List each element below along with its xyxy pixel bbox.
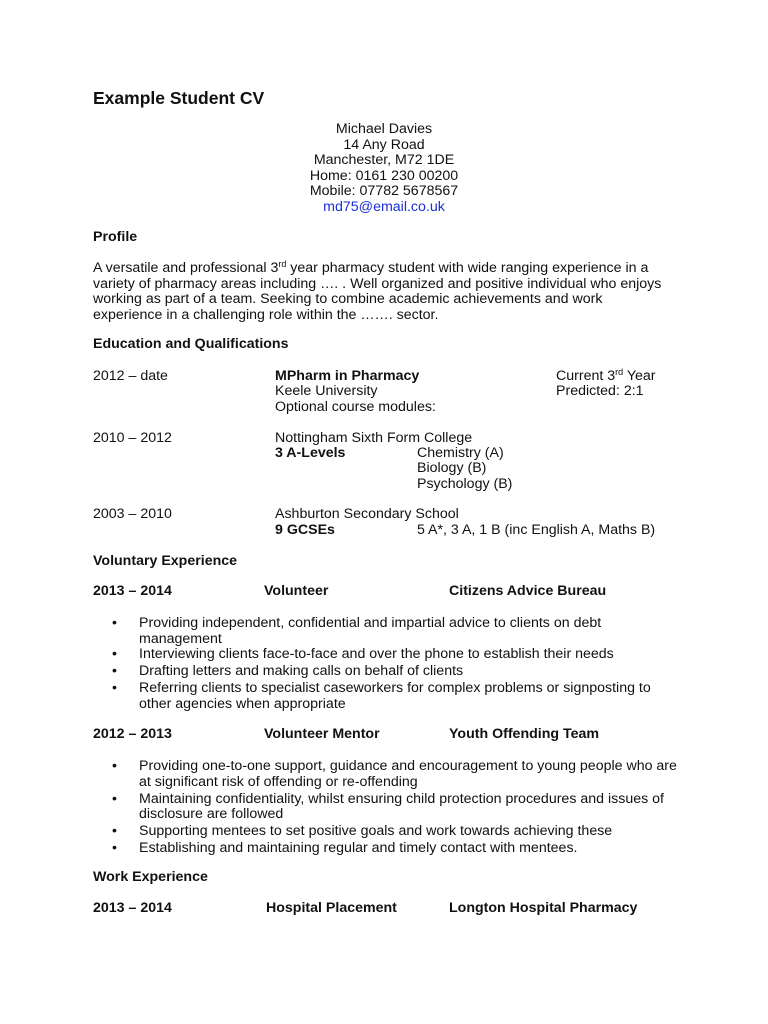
voluntary-role: Volunteer	[264, 583, 329, 599]
voluntary-duties-list	[0, 616, 699, 712]
profile-line: working as part of a team. Seeking to combine academic achievements and work	[93, 291, 603, 307]
bullet-icon: •	[112, 615, 117, 631]
list-item: • Providing one-to-one support, guidance and encouragement to young people who are at significant risk of offending or re-offending	[112, 758, 677, 790]
contact-home-phone: Home: 0161 230 00200	[309, 167, 459, 184]
work-heading: Work Experience	[93, 869, 208, 885]
list-item: • Referring clients to specialist caseworkers for complex problems or signposting to other agencies when appropriate	[112, 680, 651, 712]
work-role: Hospital Placement	[266, 900, 397, 916]
contact-email-link[interactable]: md75@email.co.uk	[323, 198, 445, 215]
profile-heading: Profile	[93, 229, 138, 245]
education-qualification: 9 GCSEs	[275, 522, 335, 538]
voluntary-date: 2012 – 2013	[93, 726, 172, 742]
education-subject: Chemistry (A)	[417, 445, 504, 461]
document-title: Example Student CV	[93, 88, 265, 108]
bullet-icon: •	[112, 680, 117, 696]
education-date: 2010 – 2012	[93, 430, 172, 446]
profile-line: A versatile and professional 3rd year pharmacy student with wide ranging experience in a	[93, 259, 649, 276]
education-date: 2012 – date	[93, 368, 168, 384]
voluntary-organisation: Youth Offending Team	[449, 726, 600, 742]
education-predicted: Predicted: 2:1	[556, 383, 644, 399]
bullet-icon: •	[112, 790, 117, 807]
contact-mobile-phone: Mobile: 07782 5678567	[309, 183, 459, 199]
list-item: • Interviewing clients face-to-face and over the phone to establish their needs	[112, 646, 614, 662]
list-item: • Providing independent, confidential and impartial advice to clients on debt management	[112, 615, 602, 647]
voluntary-duties-list	[0, 759, 699, 857]
voluntary-organisation: Citizens Advice Bureau	[449, 583, 607, 599]
contact-address-line1: 14 Any Road	[343, 136, 425, 153]
list-item: • Drafting letters and making calls on behalf of clients	[112, 663, 464, 679]
education-subject: Biology (B)	[417, 460, 487, 476]
education-modules: Optional course modules:	[275, 399, 436, 415]
education-current-year: Current 3rd Year	[556, 367, 656, 384]
education-heading: Education and Qualifications	[93, 336, 289, 352]
profile-line: experience in a challenging role within the ……. sector.	[93, 306, 439, 323]
list-item: • Supporting mentees to set positive goals and work towards achieving these	[112, 823, 613, 839]
voluntary-role: Volunteer Mentor	[264, 726, 380, 742]
contact-name: Michael Davies	[335, 121, 433, 137]
voluntary-date: 2013 – 2014	[93, 583, 172, 599]
education-degree: MPharm in Pharmacy	[275, 368, 420, 384]
voluntary-heading: Voluntary Experience	[93, 553, 238, 569]
education-date: 2003 – 2010	[93, 506, 172, 522]
education-institution: Nottingham Sixth Form College	[275, 430, 473, 446]
education-subject: Psychology (B)	[417, 476, 513, 492]
bullet-icon: •	[112, 646, 117, 662]
bullet-icon: •	[112, 758, 117, 774]
education-institution: Keele University	[275, 383, 378, 399]
education-grades: 5 A*, 3 A, 1 B (inc English A, Maths B)	[417, 522, 656, 538]
contact-address-line2: Manchester, M72 1DE	[313, 152, 455, 168]
contact-block	[0, 122, 768, 215]
work-organisation: Longton Hospital Pharmacy	[449, 900, 638, 916]
profile-paragraph	[93, 261, 663, 323]
bullet-icon: •	[112, 840, 117, 856]
education-institution: Ashburton Secondary School	[275, 506, 459, 522]
education-qualification: 3 A-Levels	[275, 445, 346, 461]
profile-line: variety of pharmacy areas including …. . Well organized and positive individual who enjoys	[93, 275, 662, 292]
work-date: 2013 – 2014	[93, 900, 172, 916]
list-item: • Maintaining confidentiality, whilst ensuring child protection procedures and issues of disclosure are followed	[112, 790, 664, 822]
bullet-icon: •	[112, 663, 117, 679]
list-item: • Establishing and maintaining regular and timely contact with mentees.	[112, 840, 578, 856]
bullet-icon: •	[112, 823, 117, 839]
